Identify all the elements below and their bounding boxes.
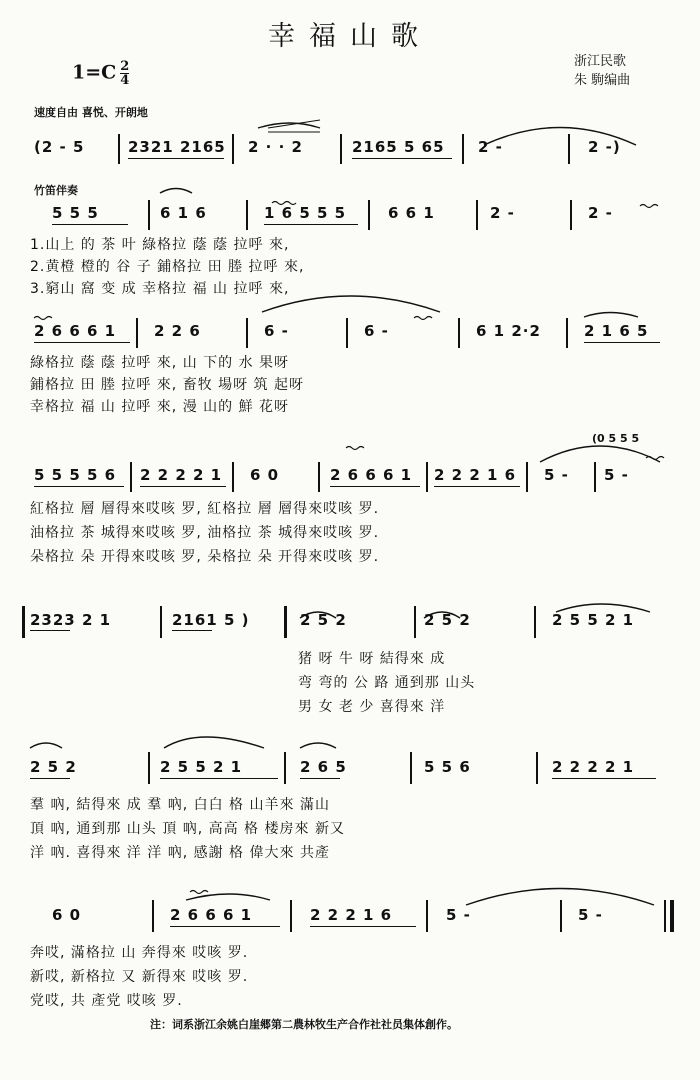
barline [526,462,528,492]
lyric-verse-2: 鋪格拉 田 塍 拉呼 來, 畜牧 場呀 筑 起呀 [30,377,305,393]
barline [426,900,428,932]
barline [118,134,120,164]
measure-1-4: 2165 5 65 [352,138,445,156]
measure-6-5: 2 2 2 2 1 [552,758,635,776]
barline [246,318,248,348]
instrument-label: 竹笛伴奏 [34,184,78,197]
lyric-verse-3: 党哎, 共 產党 哎咳 罗. [30,993,183,1009]
barline [560,900,562,932]
barline [160,606,162,638]
barline [130,462,132,492]
barline [290,900,292,932]
repeat-end-barline [284,606,287,638]
underline [160,778,278,779]
underline [140,486,226,487]
lyric-verse-3: 3.窮山 窩 变 成 幸格拉 福 山 拉呼 來, [30,281,290,297]
barline [426,462,428,492]
barline [346,318,348,348]
underline [552,778,656,779]
barline [568,134,570,164]
underline [172,630,212,631]
measure-6-1: 2 5 2 [30,758,77,776]
barline [284,752,286,784]
measure-6-2: 2 5 5 2 1 [160,758,243,776]
barline [152,900,154,932]
measure-4-1: 5 5 5 5 6 [34,466,117,484]
final-barline-thick [670,900,674,932]
footnote: 注：词系浙江余姚白崖郷第二農林牧生产合作社社员集体創作。 [150,1018,458,1031]
underline [352,158,452,159]
lyric-verse-2: 弯 弯的 公 路 通到那 山头 [298,675,476,691]
barline [246,200,248,230]
underline [128,158,224,159]
barline [318,462,320,492]
measure-1-1: (2 - 5 [34,138,85,156]
barline [232,462,234,492]
measure-5-4: 2 5 2 [424,611,471,629]
measure-2-6: 2 - [588,204,613,222]
underline [310,926,416,927]
measure-1-3: 2 · · 2 [248,138,303,156]
barline [148,200,150,230]
barline [570,200,572,230]
underline [300,778,340,779]
lyric-verse-2: 頂 吶, 通到那 山头 頂 吶, 高高 格 楼房來 新又 [30,821,345,837]
underline [30,778,70,779]
underline [34,486,124,487]
measure-7-3: 2 2 2 1 6 [310,906,393,924]
final-barline-thin [664,900,666,932]
measure-2-5: 2 - [490,204,515,222]
lyric-verse-2: 2.黄橙 橙的 谷 子 鋪格拉 田 塍 拉呼 來, [30,259,305,275]
measure-5-2: 2161 5 ) [172,611,250,629]
measure-1-5: 2 - [478,138,503,156]
underline [30,630,70,631]
attribution-arranger: 朱 駒编曲 [574,73,631,88]
barline [458,318,460,348]
measure-5-3: 2 5 2 [300,611,347,629]
measure-1-2: 2321 2165 [128,138,226,156]
measure-3-3: 6 - [264,322,289,340]
measure-3-1: 2 6 6 6 1 [34,322,117,340]
underline [330,486,420,487]
lyric-verse-3: 幸格拉 福 山 拉呼 來, 漫 山的 鮮 花呀 [30,399,290,415]
barline [566,318,568,348]
measure-3-6: 2 1 6 5 [584,322,649,340]
barline [232,134,234,164]
time-signature-top: 2 [120,59,130,74]
measure-6-3: 2 6 5 [300,758,347,776]
measure-7-4: 5 - [446,906,471,924]
underline [52,224,128,225]
measure-6-4: 5 5 6 [424,758,471,776]
measure-2-2: 6 1 6 [160,204,207,222]
underline [34,342,130,343]
lyric-verse-1: 紅格拉 層 層得來哎咳 罗, 紅格拉 層 層得來哎咳 罗. [30,501,380,517]
barline [136,318,138,348]
lyric-verse-1: 猪 呀 牛 呀 結得來 成 [298,651,446,667]
lyric-verse-1: 奔哎, 滿格拉 山 奔得來 哎咳 罗. [30,945,249,961]
measure-4-7: 5 - [604,466,629,484]
barline [476,200,478,230]
lyric-verse-1: 綠格拉 蔭 蔭 拉呼 來, 山 下的 水 果呀 [30,355,290,371]
measure-5-5: 2 5 5 2 1 [552,611,635,629]
song-title: 幸福山歌 [268,21,432,52]
measure-4-3: 6 0 [250,466,280,484]
measure-7-2: 2 6 6 6 1 [170,906,253,924]
underline [170,926,280,927]
time-signature-bottom: 4 [120,73,130,88]
key-label: 1=C [72,61,117,84]
repeat-start-barline [22,606,25,638]
attribution-origin: 浙江民歌 [574,54,627,69]
barline [462,134,464,164]
barline [594,462,596,492]
measure-2-4: 6 6 1 [388,204,435,222]
barline [414,606,416,638]
measure-1-6: 2 -) [588,138,621,156]
barline [148,752,150,784]
measure-4-4: 2 6 6 6 1 [330,466,413,484]
measure-3-4: 6 - [364,322,389,340]
underline [584,342,660,343]
measure-3-2: 2 2 6 [154,322,201,340]
lyric-verse-3: 朵格拉 朵 开得來哎咳 罗, 朵格拉 朵 开得來哎咳 罗. [30,549,380,565]
lyric-verse-1: 1.山上 的 茶 叶 綠格拉 蔭 蔭 拉呼 來, [30,237,290,253]
measure-5-1: 2323 2 1 [30,611,112,629]
lyric-verse-3: 男 女 老 少 喜得來 洋 [298,699,446,715]
lyric-verse-3: 洋 吶. 喜得來 洋 洋 吶, 感謝 格 偉大來 共產 [30,845,330,861]
measure-3-5: 6 1 2·2 [476,322,541,340]
measure-7-1: 6 0 [52,906,82,924]
barline [534,606,536,638]
barline [340,134,342,164]
lyric-verse-2: 油格拉 茶 城得來哎咳 罗, 油格拉 茶 城得來哎咳 罗. [30,525,380,541]
measure-4-5: 2 2 2 1 6 [434,466,517,484]
underline [434,486,520,487]
barline [368,200,370,230]
measure-2-3: 1 6 5 5 5 [264,204,347,222]
measure-7-5: 5 - [578,906,603,924]
tempo-marking: 速度自由 喜悦、开朗地 [34,106,148,119]
measure-2-1: 5 5 5 [52,204,99,222]
underline [264,224,358,225]
lyric-verse-2: 新哎, 新格拉 又 新得來 哎咳 罗. [30,969,249,985]
measure-4-6: 5 - [544,466,569,484]
barline [410,752,412,784]
barline [536,752,538,784]
lyric-verse-1: 羣 吶, 結得來 成 羣 吶, 白白 格 山羊來 滿山 [30,797,330,813]
measure-4-2: 2 2 2 2 1 [140,466,223,484]
pickup-notes: (0 5 5 5 [592,432,640,445]
